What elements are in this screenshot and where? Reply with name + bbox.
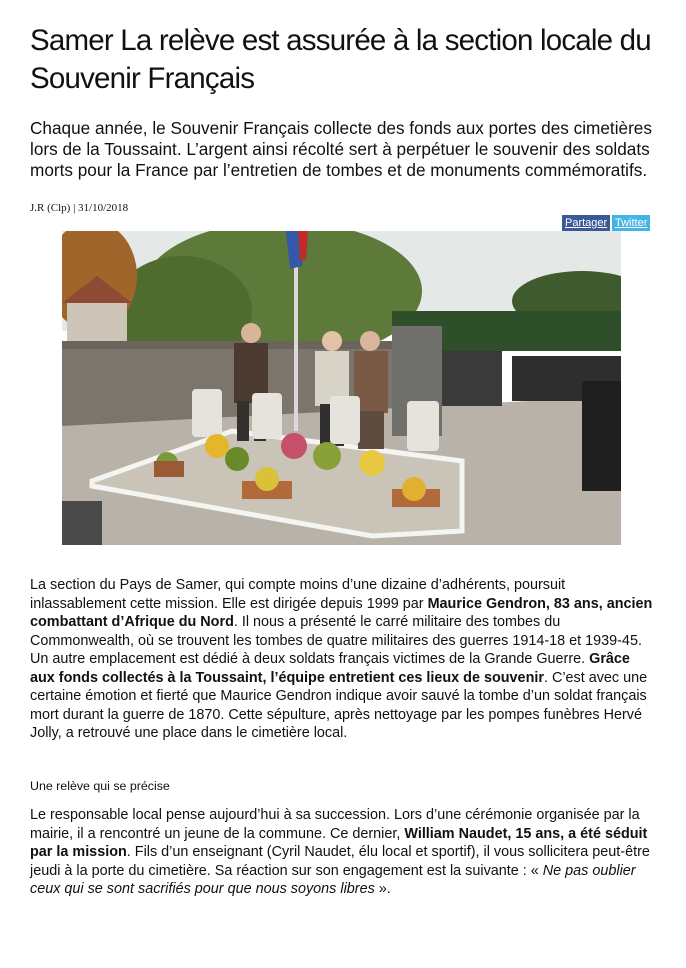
- article-photo: [62, 231, 621, 545]
- paragraph-1-bold-1: Maurice Gendron, 83 ans, ancien combattant d’Afrique du Nord: [30, 595, 653, 630]
- paragraph-1-text: . C’est avec une certaine émotion et fierté que Maurice Gendron indique avoir sauvé la tombe d’un soldat français mort durant la guerre de 1870. Cette sépulture, après nettoyage par les pompes funèbres Hervé Jolly, a retrouvé une place dans le cimetière local.: [30, 669, 648, 741]
- paragraph-1-text: La section du Pays de Samer, qui compte moins d’une dizaine d’adhérents, poursuit inlassablement cette mission. Elle est dirigée depuis 1999 par: [30, 577, 566, 612]
- article-title: Samer La relève est assurée à la section locale du Souvenir Français: [30, 24, 651, 95]
- paragraph-2-bold: William Naudet, 15 ans, a été séduit par la mission: [30, 825, 648, 860]
- article-lead: Chaque année, le Souvenir Français collecte des fonds aux portes des cimetières lors de la Toussaint. L’argent ainsi récolté sert à perpétuer le souvenir des soldats morts pour la France par l’entretien de tombes et de monuments commémoratifs.: [30, 118, 652, 180]
- paragraph-1-text: . Il nous a présenté le carré militaire des tombes du Commonwealth, où se trouvent les tombes de quatre militaires des guerres 1914-18 et 1939-45. Un autre emplacement est dédié à deux soldats français victimes de la Grande Guerre.: [30, 614, 642, 667]
- share-twitter-button[interactable]: Twitter: [612, 215, 650, 231]
- paragraph-2-text: . Fils d’un enseignant (Cyril Naudet, élu local et sportif), il vous sollicitera peut-être jeudi à la porte du cimetière. Sa réaction sur son engagement est la suivante : «: [30, 844, 650, 879]
- paragraph-2-quote: Ne pas oublier ceux qui se sont sacrifiés pour que nous soyons libres: [30, 862, 636, 897]
- share-facebook-button[interactable]: Partager: [562, 215, 610, 231]
- section-subheading: Une relève qui se précise: [30, 779, 170, 793]
- paragraph-1: [30, 576, 658, 743]
- paragraph-2: [30, 806, 658, 899]
- paragraph-1-bold-2: Grâce aux fonds collectés à la Toussaint, l’équipe entretient ces lieux de souvenir: [30, 651, 630, 686]
- paragraph-2-text: ».: [374, 881, 391, 897]
- article-byline: J.R (Clp) | 31/10/2018: [30, 202, 129, 214]
- paragraph-2-text: Le responsable local pense aujourd’hui à sa succession. Lors d’une cérémonie organisée par la mairie, il a rencontré un jeune de la commune. Ce dernier,: [30, 807, 640, 842]
- cemetery-photo: [62, 231, 621, 545]
